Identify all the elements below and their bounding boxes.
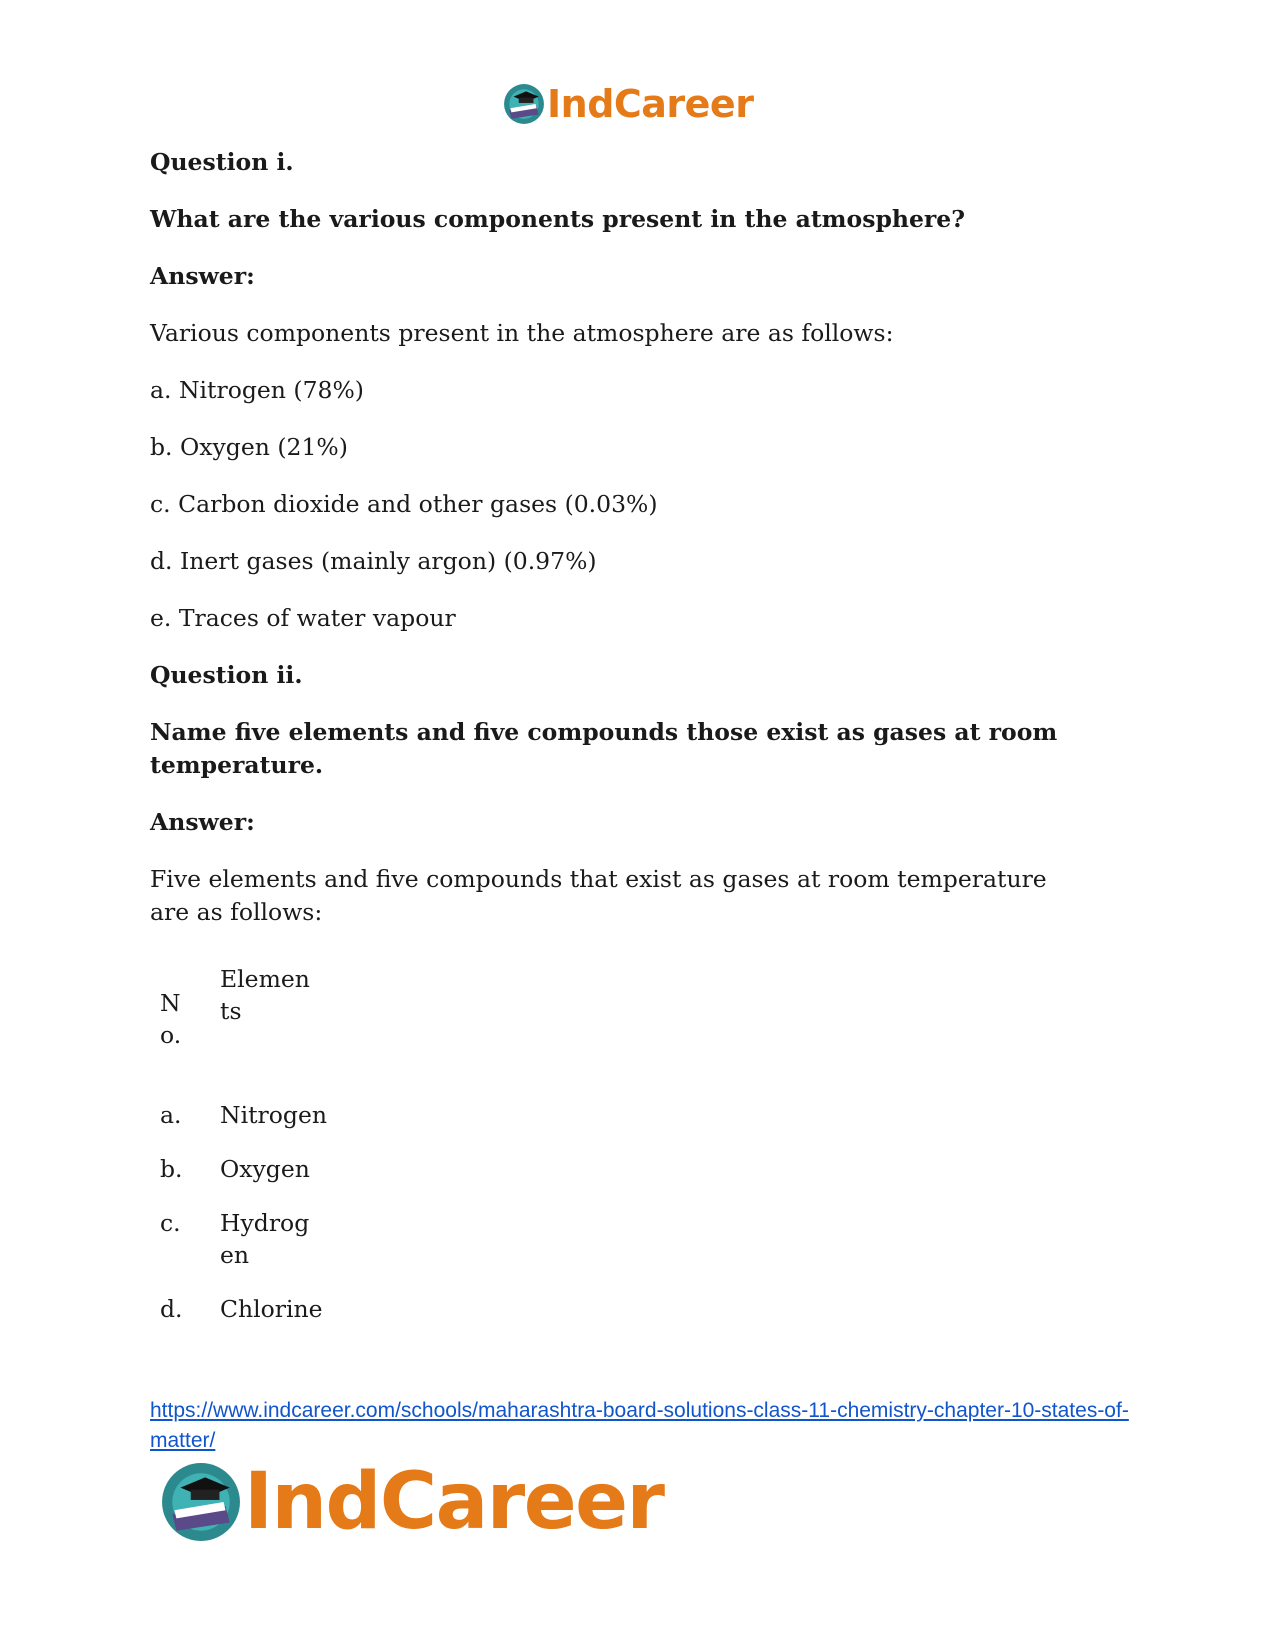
table-cell-no: d. [160,1295,183,1323]
answer-1-item: b. Oxygen (21%) [150,433,348,461]
answer-1-item: e. Traces of water vapour [150,604,456,632]
answer-2-label: Answer: [150,808,255,836]
table-cell-element: Nitrogen [220,1101,327,1129]
question-2-label: Question ii. [150,661,303,689]
table-cell-no: b. [160,1155,183,1183]
table-header-elements: Elements [220,965,310,1025]
table-cell-element: Oxygen [220,1155,310,1183]
question-2-text: Name five elements and five compounds those exist as gases at room temperature. [150,718,1058,779]
logo-text: IndCareer [244,1457,664,1547]
table-header-no: No. [160,989,182,1049]
table-cell-no: c. [160,1209,181,1237]
header-logo [503,80,753,128]
source-link[interactable]: https://www.indcareer.com/schools/maharashtra-board-solutions-class-11-chemistry-chapter-10-states-of-matter/ [150,1399,1129,1452]
answer-1-item: d. Inert gases (mainly argon) (0.97%) [150,547,597,575]
footer-logo [160,1457,664,1547]
table-cell-element: Hydrogen [220,1209,310,1269]
graduation-books-logo-icon [160,1461,242,1543]
answer-1-item: a. Nitrogen (78%) [150,376,364,404]
table-cell-no: a. [160,1101,182,1129]
graduation-books-logo-icon [503,83,545,125]
question-1-text: What are the various components present in the atmosphere? [150,205,966,233]
answer-1-label: Answer: [150,262,255,290]
answer-1-item: c. Carbon dioxide and other gases (0.03%) [150,490,658,518]
question-1-label: Question i. [150,148,294,176]
logo-text: IndCareer [547,82,754,126]
table-cell-element: Chlorine [220,1295,323,1323]
answer-1-intro: Various components present in the atmosphere are as follows: [150,319,894,347]
answer-2-intro: Five elements and five compounds that exist as gases at room temperature are as follows: [150,865,1047,926]
